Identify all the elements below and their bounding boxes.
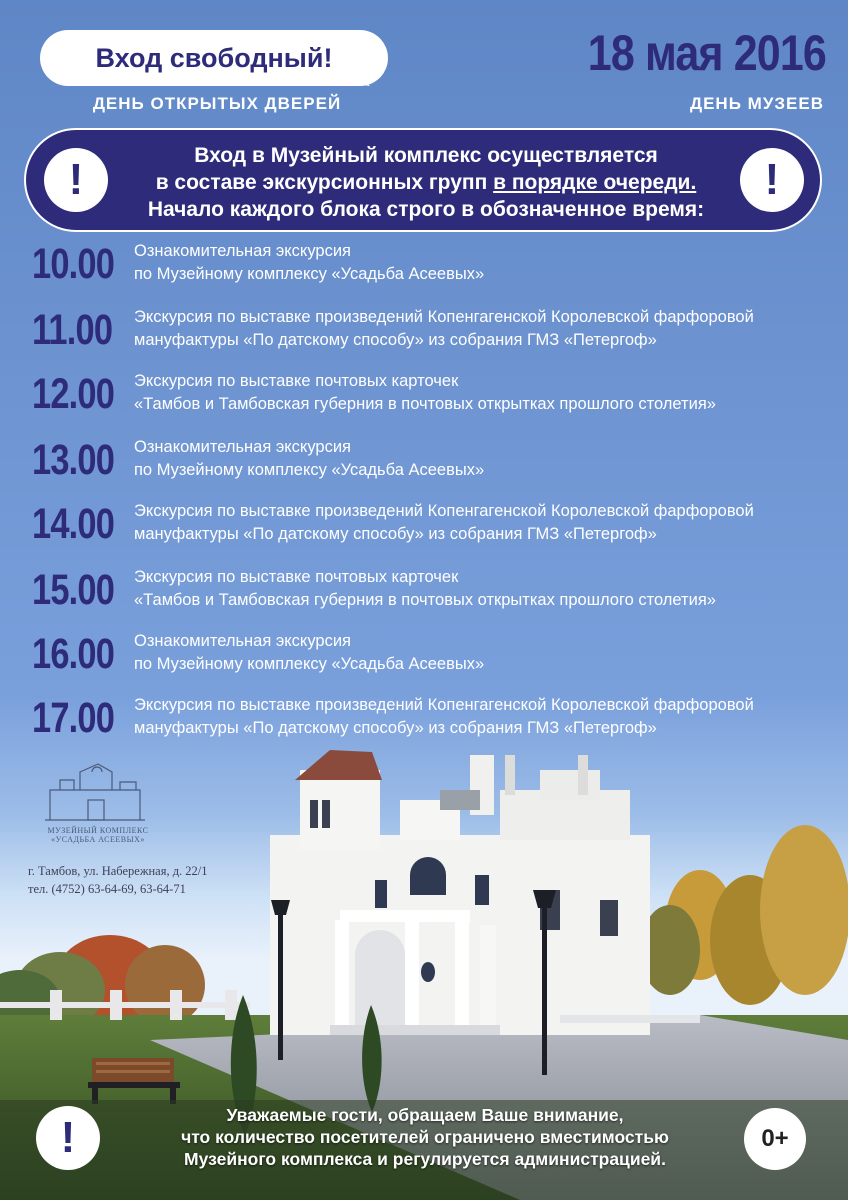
schedule-description: Ознакомительная экскурсия по Музейному комплексу «Усадьба Асеевых» [134,438,485,479]
schedule-time: 12.00 [32,370,115,418]
event-date: 18 мая 2016 [587,25,826,81]
capacity-notice: Уважаемые гости, обращаем Ваше внимание, что количество посетителей ограничено вместимостью Музейного комплекса и регулируется администрацией. [181,1105,669,1169]
schedule-description: Ознакомительная экскурсия по Музейному комплексу «Усадьба Асеевых» [134,242,485,283]
schedule-row [0,562,848,628]
contact-info [28,862,208,898]
exclamation-icon: ! [44,148,108,212]
schedule-time: 10.00 [32,240,115,288]
manor-building [270,750,700,1035]
address-text: г. Тамбов, ул. Набережная, д. 22/1 [28,864,208,878]
notice-text [126,142,726,223]
schedule-description: Экскурсия по выставке почтовых карточек «Тамбов и Тамбовская губерния в почтовых открытках прошлого столетия» [134,372,716,413]
schedule-row [0,302,848,368]
exclamation-icon: ! [740,148,804,212]
schedule-row [0,626,848,692]
exclamation-icon: ! [36,1106,100,1170]
schedule-time: 17.00 [32,694,115,742]
notice-line-1: Вход в Музейный комплекс осуществляется [194,144,658,167]
schedule-time: 11.00 [32,306,113,354]
schedule-description: Экскурсия по выставке произведений Копенгагенской Королевской фарфоровой мануфактуры «По датскому способу» из собрания ГМЗ «Петергоф» [134,696,754,737]
queue-order-text: в порядке очереди. [493,171,697,194]
schedule-description: Экскурсия по выставке произведений Копенгагенской Королевской фарфоровой мануфактуры «По датскому способу» из собрания ГМЗ «Петергоф» [134,308,754,349]
trees-right [640,825,848,1005]
notice-banner [24,128,822,232]
schedule-time: 13.00 [32,436,115,484]
schedule-time: 16.00 [32,630,115,678]
museum-logo-caption: МУЗЕЙНЫЙ КОМПЛЕКС «УСАДЬБА АСЕЕВЫХ» [47,826,149,844]
schedule-row [0,496,848,562]
museum-day-label: ДЕНЬ МУЗЕЕВ [689,94,824,113]
schedule-time: 14.00 [32,500,115,548]
schedule-row [0,366,848,432]
schedule-description: Ознакомительная экскурсия по Музейному комплексу «Усадьба Асеевых» [134,632,485,673]
notice-line-3: Начало каждого блока строго в обозначенное время: [147,198,705,221]
museum-logo-icon [40,760,150,826]
free-entry-text: Вход свободный! [95,42,333,73]
schedule-row [0,236,848,302]
schedule-time: 15.00 [32,566,115,614]
badge-tail [344,60,373,86]
free-entry-badge [40,30,388,86]
schedule-description: Экскурсия по выставке почтовых карточек «Тамбов и Тамбовская губерния в почтовых открытках прошлого столетия» [134,568,716,609]
open-doors-label: ДЕНЬ ОТКРЫТЫХ ДВЕРЕЙ [92,94,342,113]
phone-text: тел. (4752) 63-64-69, 63-64-71 [28,882,186,896]
schedule-row [0,432,848,498]
schedule-description: Экскурсия по выставке произведений Копенгагенской Королевской фарфоровой мануфактуры «По датскому способу» из собрания ГМЗ «Петергоф» [134,502,754,543]
notice-line-2: в составе экскурсионных групп в порядке очереди. [155,171,697,194]
age-rating-badge: 0+ [744,1108,806,1170]
